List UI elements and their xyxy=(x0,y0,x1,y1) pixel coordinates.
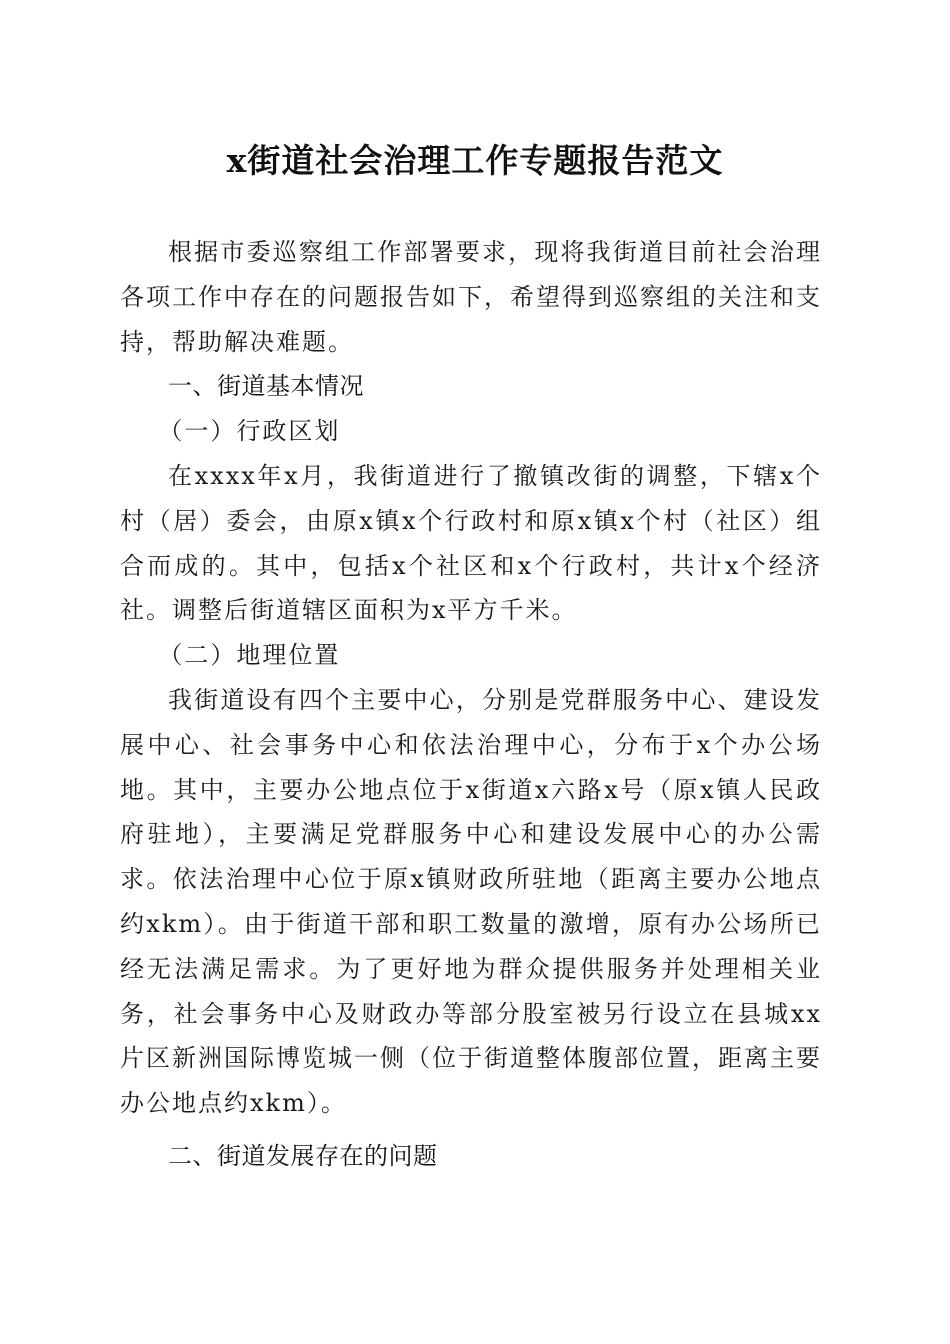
section-heading-basic-info: 一、街道基本情况 xyxy=(168,372,364,401)
document-title: x街道社会治理工作专题报告范文 xyxy=(226,141,724,180)
section-heading-problems: 二、街道发展存在的问题 xyxy=(168,1141,438,1170)
location-paragraph: 我街道设有四个主要中心，分别是党群服务中心、建设发展中心、社会事务中心和依法治理中心，分布于x个办公场地。其中，主要办公地点位于x街道x六路x号（原x镇人民政府驻地），主要满足党群服务中心和建设发展中心的办公需求。依法治理中心位于原x镇财政所驻地（距离主要办公地点约xkm）。由于街道干部和职工数量的激增，原有办公场所已经无法满足需求。为了更好地为群众提供服务并处理相关业务，社会事务中心及财政办等部分股室被另行设立在县城xx片区新洲国际博览城一侧（位于街道整体腹部位置，距离主要办公地点约xkm）。 xyxy=(120,685,822,1118)
subsection-heading-admin-division: （一）行政区划 xyxy=(158,417,341,446)
section-gap xyxy=(120,1126,822,1134)
subsection-heading-location: （二）地理位置 xyxy=(158,641,341,670)
intro-paragraph: 根据市委巡察组工作部署要求，现将我街道目前社会治理各项工作中存在的问题报告如下，希望得到巡察组的关注和支持，帮助解决难题。 xyxy=(120,238,822,356)
document-body xyxy=(120,230,822,1179)
admin-division-paragraph: 在xxxx年x月，我街道进行了撤镇改街的调整，下辖x个村（居）委会，由原x镇x个行政村和原x镇x个村（社区）组合而成的。其中，包括x个社区和x个行政村，共计x个经济社。调整后街道辖区面积为x平方千米。 xyxy=(120,461,822,625)
